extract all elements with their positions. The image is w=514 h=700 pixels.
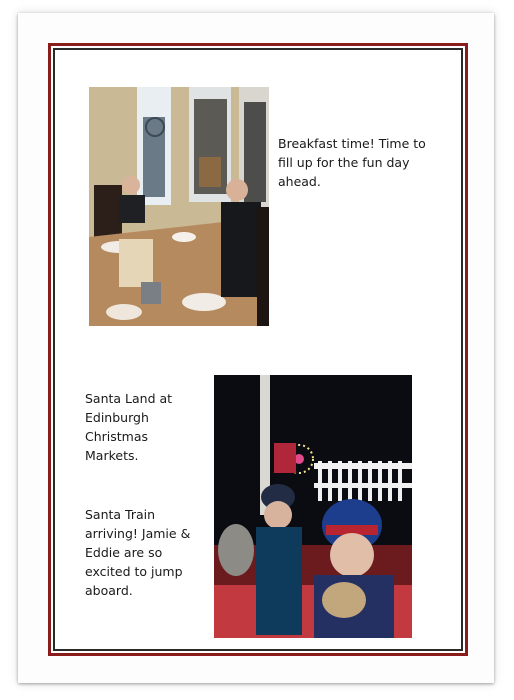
breakfast-caption: Breakfast time! Time to fill up for the fun day ahead. (278, 136, 426, 189)
breakfast-photo (89, 87, 269, 326)
santa-train-caption: Santa Train arriving! Jamie & Eddie are so excited to jump aboard. (85, 507, 191, 598)
santa-train-photo (214, 375, 412, 638)
scrapbook-page-frame (48, 43, 468, 656)
santa-land-caption: Santa Land at Edinburgh Christmas Markets. (85, 391, 173, 463)
scanned-page-mount (18, 13, 494, 683)
